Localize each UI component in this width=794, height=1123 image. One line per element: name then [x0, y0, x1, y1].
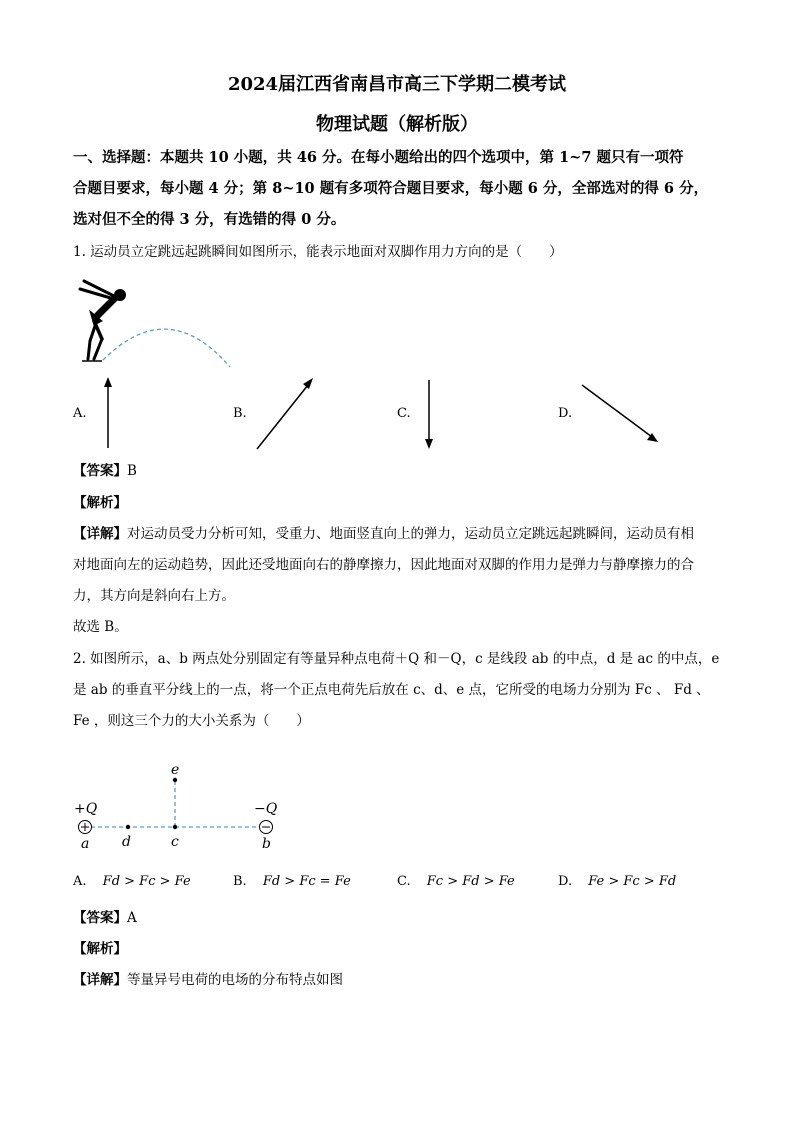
label-a: a — [81, 836, 90, 852]
q1-option-d-label: D. — [558, 406, 573, 421]
q2-option-d-text: Fe > Fc > Fd — [588, 874, 677, 889]
q2-option-c: C. Fc > Fd > Fe — [397, 874, 515, 889]
jump-trajectory — [103, 329, 230, 367]
q2-answer — [73, 903, 733, 934]
q1-detail-tag: 【详解】 — [73, 526, 127, 542]
q1-conclusion: 故选 B。 — [73, 619, 128, 635]
q2-analysis-tag: 【解析】 — [73, 941, 127, 957]
document-subtitle: 物理试题（解析版） — [316, 114, 478, 135]
q2-answer-tag: 【答案】 — [73, 910, 127, 926]
section-line-2: 合题目要求，每小题 4 分；第 8~10 题有多项符合题目要求，每小题 6 分，全部选对的得 6 分， — [73, 180, 709, 197]
q1-answer-value: B — [127, 463, 137, 479]
q1-option-b-label: B. — [233, 406, 247, 421]
document-title: 2024届江西省南昌市高三下学期二模考试 — [227, 74, 567, 95]
q1-option-c-label: C. — [397, 406, 411, 421]
q1-option-a-arrow — [98, 376, 118, 450]
label-d: d — [122, 834, 131, 850]
label-b: b — [262, 836, 271, 852]
q1-answer-tag: 【答案】 — [73, 463, 127, 479]
q2-detail — [73, 965, 733, 996]
q2-option-b-text: Fd > Fc = Fe — [262, 874, 351, 889]
athlete-silhouette — [80, 281, 126, 359]
q1-jumper-figure — [68, 275, 238, 370]
label-e: e — [171, 762, 180, 778]
q2-line-1: 2. 如图所示，a、b 两点处分别固定有等量异种点电荷＋Q 和－Q，c 是线段 ab 的中点，d 是 ac 的中点，e — [73, 651, 720, 667]
label-plus-q: +Q — [74, 801, 98, 817]
q2-answer-value: A — [127, 910, 137, 926]
q1-detail-line-1: 对运动员受力分析可知，受重力、地面竖直向上的弹力，运动员立定跳远起跳瞬间，运动员有相 — [127, 526, 694, 542]
q2-stem — [73, 644, 733, 737]
section-line-1: 一、选择题：本题共 10 小题，共 46 分。在每小题给出的四个选项中，第 1~7 题只有一项符 — [73, 149, 684, 166]
q1-option-b-arrow — [252, 374, 318, 454]
section-line-3: 选对但不全的得 3 分，有选错的得 0 分。 — [73, 211, 346, 228]
q2-option-c-text: Fc > Fd > Fe — [426, 874, 515, 889]
label-c: c — [171, 834, 179, 850]
point-d — [126, 825, 130, 829]
q2-option-b: B. Fd > Fc = Fe — [233, 874, 351, 889]
q1-detail-line-2: 对地面向左的运动趋势，因此还受地面向右的静摩擦力，因此地面对双脚的作用力是弹力与静摩擦力的合 — [73, 557, 694, 573]
q2-detail-text: 等量异号电荷的电场的分布特点如图 — [127, 972, 343, 988]
q2-line-3: Fe ，则这三个力的大小关系为（ ） — [73, 713, 310, 729]
q2-detail-tag: 【详解】 — [73, 972, 127, 988]
q1-option-c-arrow — [419, 378, 439, 452]
point-c — [173, 825, 177, 829]
q1-option-a-label: A. — [73, 406, 87, 421]
q1-option-d-arrow — [578, 380, 662, 446]
q1-stem: 1. 运动员立定跳远起跳瞬间如图所示，能表示地面对双脚作用力方向的是（ ） — [73, 244, 563, 260]
point-e — [173, 778, 177, 782]
q2-line-2: 是 ab 的垂直平分线上的一点，将一个正点电荷先后放在 c、d、e 点，它所受的电场力分别为 Fc 、 Fd 、 — [73, 682, 710, 698]
q2-option-a-text: Fd > Fc > Fe — [102, 874, 191, 889]
q1-detail-line-3: 力，其方向是斜向右上方。 — [73, 588, 235, 604]
q1-detail — [73, 519, 733, 643]
label-minus-q: −Q — [254, 801, 278, 817]
q1-answer — [73, 456, 733, 487]
q2-charge-diagram — [70, 760, 290, 855]
q2-option-d: D. Fe > Fc > Fd — [558, 874, 677, 889]
section-heading — [73, 142, 733, 235]
q2-option-a: A. Fd > Fc > Fe — [73, 874, 191, 889]
q1-analysis-tag: 【解析】 — [73, 495, 127, 511]
